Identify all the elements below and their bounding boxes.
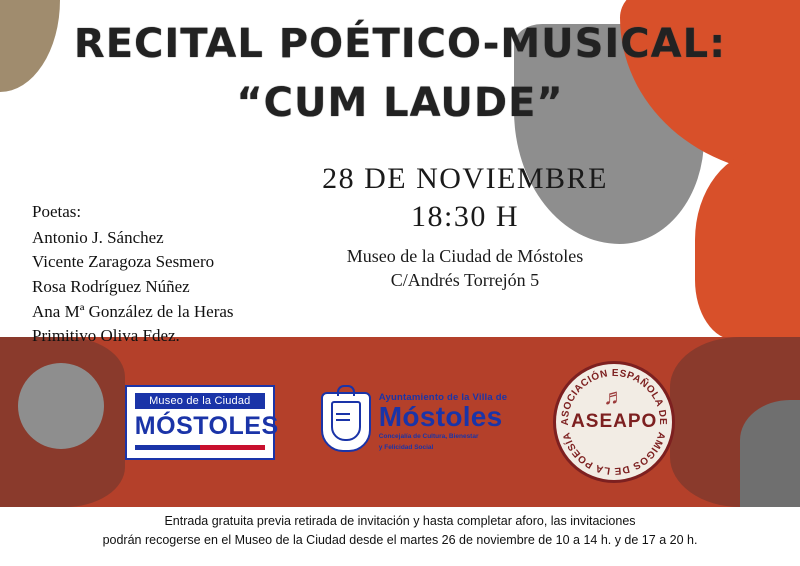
event-venue: Museo de la Ciudad de Móstoles: [346, 245, 584, 266]
ayto-logo-sub-line-2: y Felicidad Social: [378, 443, 434, 451]
decor-orange-right-band: [695, 150, 800, 340]
aseapo-ring-top: ASOCIACIÓN ESPAÑOLA DE: [560, 367, 669, 426]
event-details: [300, 162, 630, 292]
poet-name: Primitivo Oliva Fdez.: [32, 326, 180, 346]
ayto-logo-sub-line-1: Concejalía de Cultura, Bienestar: [378, 433, 479, 441]
sponsor-logos: [0, 337, 800, 507]
museo-logo-main: MÓSTOLES: [134, 411, 279, 440]
event-date: 28 DE NOVIEMBRE: [322, 162, 608, 195]
aseapo-word: ASEAPO: [571, 411, 658, 432]
poet-name: Rosa Rodríguez Núñez: [32, 276, 190, 296]
poet-name: Vicente Zaragoza Sesmero: [32, 252, 215, 272]
museo-logo-top-line: Museo de la Ciudad: [135, 393, 265, 409]
event-address: C/Andrés Torrejón 5: [390, 269, 540, 290]
ayto-logo-top-line: Ayuntamiento de la Villa de: [378, 392, 508, 404]
poet-name: Antonio J. Sánchez: [32, 227, 164, 247]
poets-list: [32, 200, 234, 349]
footer-line-2: podrán recogerse en el Museo de la Ciudad desde el martes 26 de noviembre de 10 a 14 h. y de 17 a 20 h.: [102, 533, 698, 548]
logo-aseapo: [553, 361, 675, 483]
event-time: 18:30 H: [411, 199, 519, 233]
poster-title: [0, 22, 800, 126]
harp-icon: ♬: [603, 384, 626, 409]
title-line-1: RECITAL POÉTICO-MUSICAL:: [73, 21, 727, 67]
poet-name: Ana Mª González de la Heras: [32, 301, 234, 321]
svg-text:AMIGOS DE LA POESÍA: [561, 431, 667, 476]
museo-logo-colorbar: [135, 445, 265, 450]
logo-museo-ciudad-mostoles: [125, 385, 279, 460]
footer-line-1: Entrada gratuita previa retirada de invitación y hasta completar aforo, las invitaciones: [164, 514, 636, 528]
title-line-2: “CUM LAUDE”: [236, 80, 564, 126]
ayto-logo-main: Móstoles: [378, 401, 503, 433]
footer-note: [0, 512, 800, 551]
poets-heading: Poetas:: [32, 202, 82, 221]
aseapo-ring-bottom: AMIGOS DE LA POESÍA: [561, 430, 668, 477]
shield-icon: [321, 392, 371, 452]
logo-ayuntamiento-mostoles: [321, 392, 507, 452]
